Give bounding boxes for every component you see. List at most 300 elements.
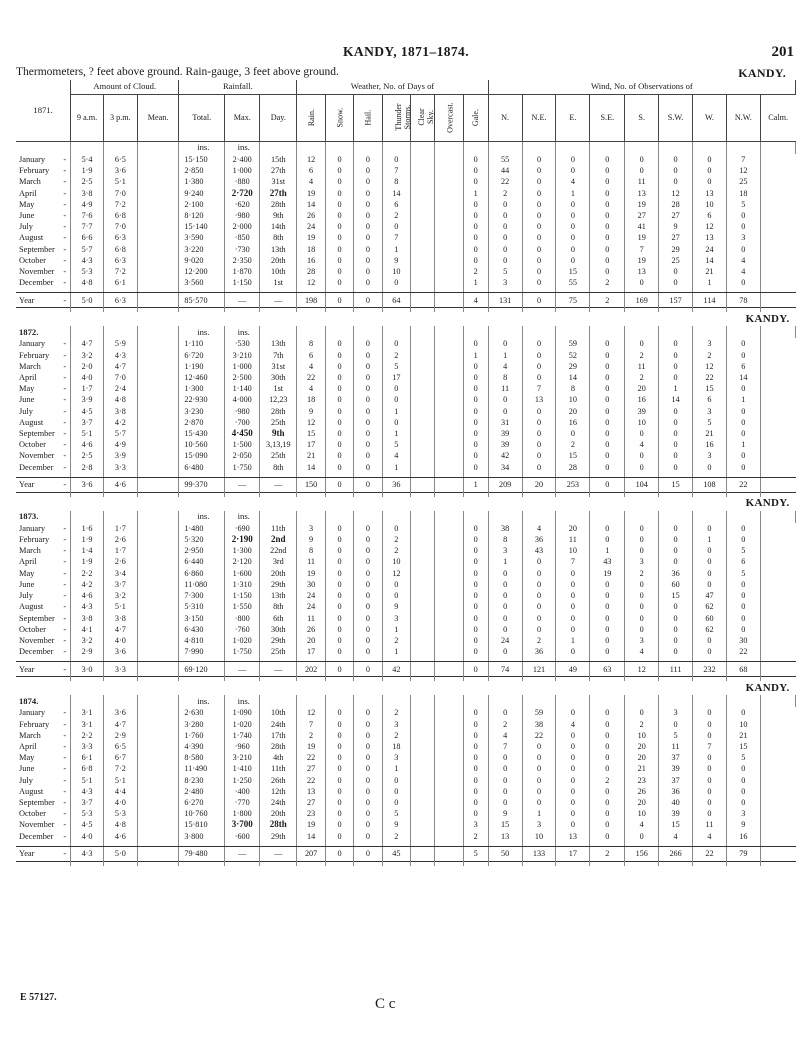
year-label: 1873. (16, 511, 71, 523)
total-cell: 114 (693, 293, 727, 308)
value-cell: 0 (590, 188, 625, 199)
month-dash: - (63, 647, 67, 657)
month-dash: - (63, 222, 67, 232)
value-cell: 17 (297, 646, 325, 657)
value-cell (435, 350, 463, 361)
value-cell: 24th (260, 719, 297, 730)
value-cell: 5·1 (103, 601, 137, 612)
value-cell (411, 350, 435, 361)
value-cell: 3,13,19 (260, 439, 297, 450)
value-cell (435, 646, 463, 657)
value-cell: 0 (693, 176, 727, 187)
value-cell: 10th (260, 266, 297, 277)
value-cell (411, 210, 435, 221)
month-dash: - (63, 820, 67, 830)
value-cell: 1 (382, 428, 410, 439)
value-cell (411, 338, 435, 349)
value-cell: 38 (522, 719, 556, 730)
total-cell: 131 (488, 293, 522, 308)
value-cell: 1·9 (71, 556, 104, 567)
value-cell (435, 462, 463, 473)
value-cell: 0 (726, 428, 760, 439)
value-cell: 22nd (260, 545, 297, 556)
value-cell: 3 (659, 707, 693, 718)
value-cell: 3 (297, 523, 325, 534)
value-cell: 27th (260, 188, 297, 199)
value-cell: 0 (325, 338, 353, 349)
value-cell: 0 (556, 255, 590, 266)
value-cell: 3·3 (71, 741, 104, 752)
value-cell: 7·0 (103, 221, 137, 232)
value-cell: 0 (488, 338, 522, 349)
month-dash: - (63, 267, 67, 277)
value-cell: 4·0 (103, 797, 137, 808)
value-cell (411, 831, 435, 842)
value-cell: 9th (260, 428, 297, 439)
value-cell: 1 (382, 462, 410, 473)
month-label: February (19, 166, 50, 176)
month-dash: - (63, 278, 67, 288)
month-label: October (19, 809, 46, 819)
value-cell: 0 (382, 590, 410, 601)
value-cell: ·530 (225, 338, 260, 349)
value-cell: 5 (488, 266, 522, 277)
value-cell: 0 (659, 176, 693, 187)
value-cell (137, 590, 179, 601)
value-cell: 2·5 (71, 450, 104, 461)
value-cell: 0 (556, 624, 590, 635)
value-cell: 0 (354, 635, 382, 646)
month-dash: - (63, 613, 67, 623)
value-cell: 0 (556, 752, 590, 763)
after-total-cell (463, 861, 488, 866)
total-cell: 99·370 (179, 477, 225, 492)
month-label: September (19, 244, 55, 254)
total-cell: 42 (382, 662, 410, 677)
value-cell: ·690 (225, 523, 260, 534)
value-cell: 0 (693, 730, 727, 741)
value-cell: 15 (488, 819, 522, 830)
month-cell (16, 601, 71, 612)
value-cell: 5 (726, 545, 760, 556)
value-cell: 4·4 (103, 786, 137, 797)
total-label (16, 477, 71, 492)
value-cell: 4·000 (225, 394, 260, 405)
value-cell: 0 (556, 210, 590, 221)
value-cell (411, 646, 435, 657)
value-cell: 0 (463, 568, 488, 579)
value-cell (435, 188, 463, 199)
value-cell: 4·3 (71, 786, 104, 797)
separator-cell (760, 477, 795, 478)
value-cell: 12 (726, 165, 760, 176)
value-cell: 7 (693, 741, 727, 752)
value-cell: 1·090 (225, 707, 260, 718)
value-cell: 3·8 (71, 188, 104, 199)
value-cell: 36 (522, 646, 556, 657)
value-cell: 11 (488, 383, 522, 394)
value-cell: 9 (659, 221, 693, 232)
value-cell: 2 (297, 730, 325, 741)
value-cell: 0 (488, 406, 522, 417)
value-cell: 0 (625, 165, 659, 176)
value-cell: 0 (590, 383, 625, 394)
col-nw: N.W. (726, 95, 760, 142)
value-cell: 25th (260, 417, 297, 428)
value-cell: 2 (590, 775, 625, 786)
total-cell: 0 (325, 293, 353, 308)
value-cell: 13 (693, 232, 727, 243)
value-cell: 15 (556, 450, 590, 461)
after-total-cell (625, 861, 659, 866)
value-cell: 0 (522, 221, 556, 232)
month-dash: - (63, 440, 67, 450)
value-cell: 17 (382, 372, 410, 383)
total-cell (137, 293, 179, 308)
col-s: S. (625, 95, 659, 142)
value-cell: 0 (659, 450, 693, 461)
value-cell: 2nd (260, 534, 297, 545)
value-cell: 1 (693, 277, 727, 288)
value-cell: 0 (354, 361, 382, 372)
month-dash: - (63, 775, 67, 785)
value-cell: 5 (693, 417, 727, 428)
value-cell: 0 (382, 417, 410, 428)
value-cell: 17th (260, 730, 297, 741)
value-cell: 0 (463, 579, 488, 590)
value-cell (137, 417, 179, 428)
value-cell: 4·7 (71, 338, 104, 349)
value-cell: 47 (693, 590, 727, 601)
total-cell: — (225, 662, 260, 677)
value-cell: 12 (297, 707, 325, 718)
value-cell: 0 (354, 188, 382, 199)
value-cell: 0 (463, 534, 488, 545)
value-cell: 0 (463, 165, 488, 176)
value-cell (411, 601, 435, 612)
total-cell: 4 (463, 293, 488, 308)
value-cell: 0 (590, 831, 625, 842)
total-cell: 5·0 (71, 293, 104, 308)
value-cell: 4·3 (71, 601, 104, 612)
value-cell (137, 244, 179, 255)
value-cell: 1 (488, 556, 522, 567)
month-cell (16, 361, 71, 372)
value-cell: 0 (382, 786, 410, 797)
value-cell: 0 (382, 338, 410, 349)
value-cell: 8·120 (179, 210, 225, 221)
month-label: May (19, 199, 35, 209)
value-cell: 43 (522, 545, 556, 556)
value-cell: 2·2 (71, 730, 104, 741)
value-cell: 0 (325, 534, 353, 545)
value-cell: 0 (463, 707, 488, 718)
table-row (16, 624, 796, 635)
value-cell: 4 (726, 266, 760, 277)
value-cell: 0 (463, 439, 488, 450)
value-cell: 7·0 (103, 188, 137, 199)
value-cell: 0 (590, 763, 625, 774)
value-cell: 19 (625, 199, 659, 210)
value-cell: 0 (522, 199, 556, 210)
value-cell (137, 763, 179, 774)
month-dash: - (63, 786, 67, 796)
value-cell: 8th (260, 232, 297, 243)
after-total-cell (590, 861, 625, 866)
value-cell: 0 (488, 255, 522, 266)
value-cell: 0 (354, 428, 382, 439)
value-cell: ·730 (225, 244, 260, 255)
value-cell: 0 (556, 819, 590, 830)
value-cell: 2·720 (225, 188, 260, 199)
total-cell (411, 477, 435, 492)
value-cell: 0 (590, 635, 625, 646)
value-cell: 7 (556, 556, 590, 567)
month-label: January (19, 339, 46, 349)
table-row (16, 590, 796, 601)
value-cell: 2 (625, 719, 659, 730)
value-cell: 4·7 (103, 361, 137, 372)
value-cell: 0 (382, 523, 410, 534)
value-cell: 10 (382, 556, 410, 567)
value-cell (411, 741, 435, 752)
value-cell: 0 (693, 154, 727, 165)
value-cell: 2 (382, 545, 410, 556)
month-label: September (19, 613, 55, 623)
value-cell: 0 (590, 450, 625, 461)
month-dash: - (63, 211, 67, 221)
spacer-cell (522, 326, 556, 338)
total-cell: 157 (659, 293, 693, 308)
col-9am: 9 a.m. (71, 95, 104, 142)
value-cell: 15th (260, 154, 297, 165)
value-cell: 0 (354, 406, 382, 417)
value-cell: 16 (556, 417, 590, 428)
value-cell: 13 (556, 831, 590, 842)
value-cell: 4 (382, 450, 410, 461)
unit-max: ins. (225, 142, 260, 155)
month-cell (16, 221, 71, 232)
value-cell: 0 (463, 719, 488, 730)
spacer-cell (488, 511, 522, 523)
value-cell: 0 (625, 428, 659, 439)
table-row (16, 741, 796, 752)
value-cell: 0 (659, 154, 693, 165)
value-cell: 4 (625, 819, 659, 830)
spacer-cell (726, 326, 760, 338)
meteorology-table (16, 80, 796, 866)
value-cell: 1 (522, 808, 556, 819)
table-body (16, 142, 796, 866)
value-cell: 4 (297, 176, 325, 187)
value-cell: 1 (382, 624, 410, 635)
value-cell: 0 (382, 797, 410, 808)
value-cell: 0 (590, 819, 625, 830)
month-dash: - (63, 429, 67, 439)
value-cell: 62 (693, 601, 727, 612)
month-label: July (19, 775, 33, 785)
value-cell: 13 (625, 266, 659, 277)
value-cell (411, 428, 435, 439)
month-label: November (19, 820, 55, 830)
month-cell (16, 232, 71, 243)
value-cell: 3·8 (103, 406, 137, 417)
month-label: April (19, 741, 37, 751)
month-cell (16, 646, 71, 657)
value-cell: 0 (325, 176, 353, 187)
value-cell: 0 (522, 338, 556, 349)
value-cell: 8th (260, 601, 297, 612)
value-cell: 41 (625, 221, 659, 232)
value-cell: 5·1 (103, 775, 137, 786)
month-cell (16, 579, 71, 590)
value-cell: 0 (522, 188, 556, 199)
value-cell (137, 579, 179, 590)
value-cell: 0 (659, 361, 693, 372)
value-cell: 0 (522, 763, 556, 774)
value-cell: 0 (325, 462, 353, 473)
value-cell: 2 (522, 635, 556, 646)
value-cell: 0 (325, 730, 353, 741)
value-cell: 14 (297, 199, 325, 210)
month-dash: - (63, 177, 67, 187)
value-cell: 6 (693, 210, 727, 221)
total-cell: 111 (659, 662, 693, 677)
value-cell: 2·9 (71, 646, 104, 657)
value-cell (137, 741, 179, 752)
total-cell: 78 (726, 293, 760, 308)
value-cell: 19 (297, 741, 325, 752)
month-label: October (19, 440, 46, 450)
table-row (16, 188, 796, 199)
column-header-row (16, 95, 796, 142)
value-cell: 0 (625, 534, 659, 545)
value-cell (137, 394, 179, 405)
value-cell: 1·110 (179, 338, 225, 349)
value-cell: 3 (693, 338, 727, 349)
value-cell: 0 (463, 775, 488, 786)
value-cell: 12 (297, 154, 325, 165)
value-cell: 0 (463, 635, 488, 646)
value-cell: 0 (556, 646, 590, 657)
value-cell: 20 (625, 752, 659, 763)
value-cell: 24 (297, 221, 325, 232)
value-cell: 20 (625, 383, 659, 394)
spacer-cell (659, 695, 693, 707)
value-cell: 3 (522, 819, 556, 830)
value-cell: 0 (659, 338, 693, 349)
value-cell: 0 (463, 730, 488, 741)
value-cell: 7·0 (103, 372, 137, 383)
total-cell: 202 (297, 662, 325, 677)
value-cell: 0 (659, 545, 693, 556)
spacer-cell (382, 142, 410, 155)
month-label: October (19, 255, 46, 265)
spacer-cell (382, 511, 410, 523)
total-cell: 0 (354, 477, 382, 492)
total-cell: 5·0 (103, 846, 137, 861)
value-cell (435, 199, 463, 210)
value-cell: 0 (325, 450, 353, 461)
value-cell: 0 (325, 232, 353, 243)
value-cell: 0 (590, 361, 625, 372)
value-cell: 0 (726, 786, 760, 797)
value-cell: 20 (297, 635, 325, 646)
month-cell (16, 439, 71, 450)
value-cell (435, 244, 463, 255)
after-total-cell (693, 861, 727, 866)
value-cell: 0 (556, 221, 590, 232)
month-label: February (19, 719, 50, 729)
value-cell (435, 417, 463, 428)
value-cell (411, 244, 435, 255)
value-cell (411, 613, 435, 624)
value-cell: 2 (488, 188, 522, 199)
value-cell (411, 797, 435, 808)
value-cell: 0 (382, 775, 410, 786)
month-label: February (19, 350, 50, 360)
value-cell: 0 (354, 439, 382, 450)
spacer-cell (325, 695, 353, 707)
value-cell: 13 (488, 831, 522, 842)
value-cell: 0 (354, 277, 382, 288)
value-cell: 0 (522, 417, 556, 428)
value-cell: 2·6 (103, 556, 137, 567)
value-cell: 59 (522, 707, 556, 718)
total-cell: 0 (354, 846, 382, 861)
col-total: Total. (179, 95, 225, 142)
month-dash: - (63, 579, 67, 589)
spacer-cell (726, 511, 760, 523)
value-cell: 14 (659, 394, 693, 405)
value-cell: 14 (382, 188, 410, 199)
spacer-cell (522, 695, 556, 707)
spacer-cell (325, 142, 353, 155)
spacer-cell (297, 142, 325, 155)
value-cell: 7·2 (103, 763, 137, 774)
value-cell: 0 (325, 775, 353, 786)
value-cell: 6·8 (103, 244, 137, 255)
value-cell: 0 (488, 797, 522, 808)
value-cell: 0 (488, 199, 522, 210)
value-cell: 2·5 (71, 176, 104, 187)
spacer-cell (726, 695, 760, 707)
value-cell: 2 (625, 350, 659, 361)
value-cell (411, 255, 435, 266)
value-cell: 4·9 (103, 439, 137, 450)
value-cell: 31st (260, 361, 297, 372)
value-cell: 7·2 (103, 266, 137, 277)
spacer-cell (354, 142, 382, 155)
table-row (16, 417, 796, 428)
value-cell: 0 (659, 417, 693, 428)
value-cell: 22 (693, 372, 727, 383)
value-cell: 3 (693, 406, 727, 417)
spacer-cell (659, 511, 693, 523)
table-row (16, 361, 796, 372)
value-cell (137, 523, 179, 534)
value-cell: 0 (693, 646, 727, 657)
value-cell: 3 (382, 752, 410, 763)
value-cell: 15·810 (179, 819, 225, 830)
value-cell: 0 (463, 523, 488, 534)
value-cell (411, 752, 435, 763)
subtitle-line (16, 66, 796, 80)
value-cell: 0 (659, 462, 693, 473)
total-label (16, 846, 71, 861)
value-cell (435, 372, 463, 383)
table-row (16, 808, 796, 819)
